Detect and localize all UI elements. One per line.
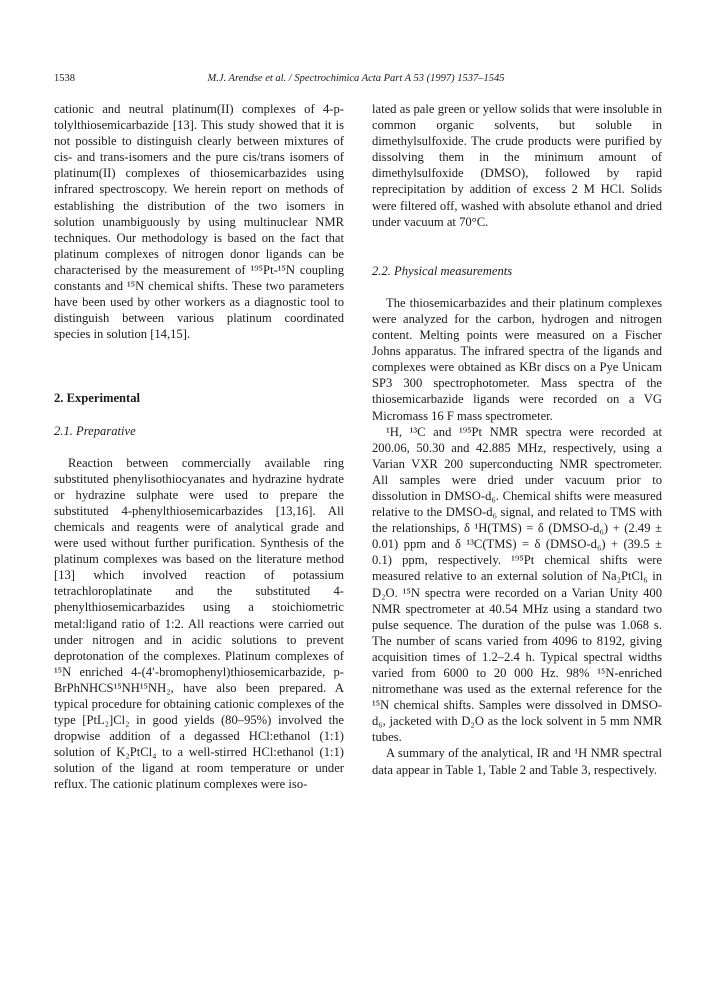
preparative-paragraph: Reaction between commercially available ring substituted phenylisothiocyanates and hydrazine hydrate or hydrazine sulphate were used to prepare the substituted 4-phenylthiosemicarbazides [13,16]. All chemicals and reagents were of analytical grade and were used without further purification. Synthesis of the platinum complexes was based on the literature method [13] which involved reaction of potassium tetrachloroplatinate and the substituted 4-phenylthiosemicarbazides using a stoichiometric metal:ligand ratio of 1:2. All reactions were carried out under nitrogen and in acidic solutions to prevent deprotonation of the complexes. Platinum complexes of ¹⁵N enriched 4-(4′-bromophenyl)thiosemicarbazide, p-BrPhNHCS¹⁵NH¹⁵NH₂, have also been prepared. A typical procedure for obtaining cationic complexes of the type [PtL₂]Cl₂ in good yields (80–95%) involved the dropwise addition of a degassed HCl:ethanol (1:1) solution of K₂PtCl₄ to a well-stirred HCl:ethanol (1:1) solution of the ligand at room temperature or under reflux. The cationic platinum complexes were iso- <box>54 455 344 792</box>
physical-paragraph-2: ¹H, ¹³C and ¹⁹⁵Pt NMR spectra were recorded at 200.06, 50.30 and 42.885 MHz, respectively, using a Varian VXR 200 superconducting NMR spectrometer. All samples were dried under vacuum prior to dissolution in DMSO-d₆. Chemical shifts were measured relative to the DMSO-d₆ signal, and related to TMS with the relationships, δ ¹H(TMS) = δ (DMSO-d₆) + (2.49 ± 0.01) ppm and δ ¹³C(TMS) = δ (DMSO-d₆) + (39.5 ± 0.1) ppm, respectively. ¹⁹⁵Pt chemical shifts were measured relative to an external solution of Na₂PtCl₆ in D₂O. ¹⁵N spectra were recorded on a Varian Unity 400 NMR spectrometer at 40.54 MHz using a standard two pulse sequence. The duration of the pulse was 1.068 s. The number of scans varied from 4096 to 8192, giving acquisition times of 1.2–2.4 h. Typical spectral widths varied from 6000 to 20 000 Hz. 98% ¹⁵N-enriched nitromethane was used as the external reference for the ¹⁵N chemical shifts. Samples were dissolved in DMSO-d₆, jacketed with D₂O as the lock solvent in 5 mm NMR tubes. <box>372 424 662 745</box>
running-head: M.J. Arendse et al. / Spectrochimica Acta Part A 53 (1997) 1537–1545 <box>207 73 505 84</box>
page-number: 1538 <box>54 73 75 84</box>
summary-paragraph: A summary of the analytical, IR and ¹H NMR spectral data appear in Table 1, Table 2 and Table 3, respectively. <box>372 746 662 777</box>
physical-paragraph-1: The thiosemicarbazides and their platinum complexes were analyzed for the carbon, hydrogen and nitrogen content. Melting points were measured on a Fischer Johns apparatus. The infrared spectra of the ligands and complexes were obtained as KBr discs on a Pye Unicam SP3 300 spectrophotometer. Mass spectra of the thiosemicarbazide ligands were recorded on a VG Micromass 16 F mass spectrometer. <box>372 295 662 423</box>
left-column <box>54 101 344 793</box>
subsection-heading-physical: 2.2. Physical measurements <box>372 263 513 278</box>
right-column <box>372 101 662 778</box>
intro-paragraph: cationic and neutral platinum(II) complexes of 4-p-tolylthiosemicarbazide [13]. This study showed that it is not possible to distinguish clearly between mixtures of cis- and trans-isomers and the pure cis/trans isomers of platinum(II) complexes of thiosemicarbazides using infrared spectroscopy. We herein report on methods of establishing the distribution of the two isomers in solution unambiguously by using multinuclear NMR techniques. Our methodology is based on the fact that platinum complexes of nitrogen donor ligands can be characterised by the measurement of ¹⁹⁵Pt-¹⁵N coupling constants and ¹⁵N chemical shifts. These two parameters have been used by other workers as a diagnostic tool to distinguish between various platinum coordinated species in solution [14,15]. <box>54 102 344 342</box>
running-header <box>54 73 658 89</box>
section-heading-experimental: 2. Experimental <box>54 391 141 406</box>
continuation-paragraph: lated as pale green or yellow solids that were insoluble in common organic solvents, but soluble in dimethylsulfoxide. The crude products were purified by dissolving them in the minimum amount of dimethylsulfoxide (DMSO), followed by rapid reprecipitation by addition of excess 2 M HCl. Solids were filtered off, washed with absolute ethanol and dried under vacuum at 70°C. <box>372 102 662 229</box>
subsection-heading-preparative: 2.1. Preparative <box>54 423 136 438</box>
